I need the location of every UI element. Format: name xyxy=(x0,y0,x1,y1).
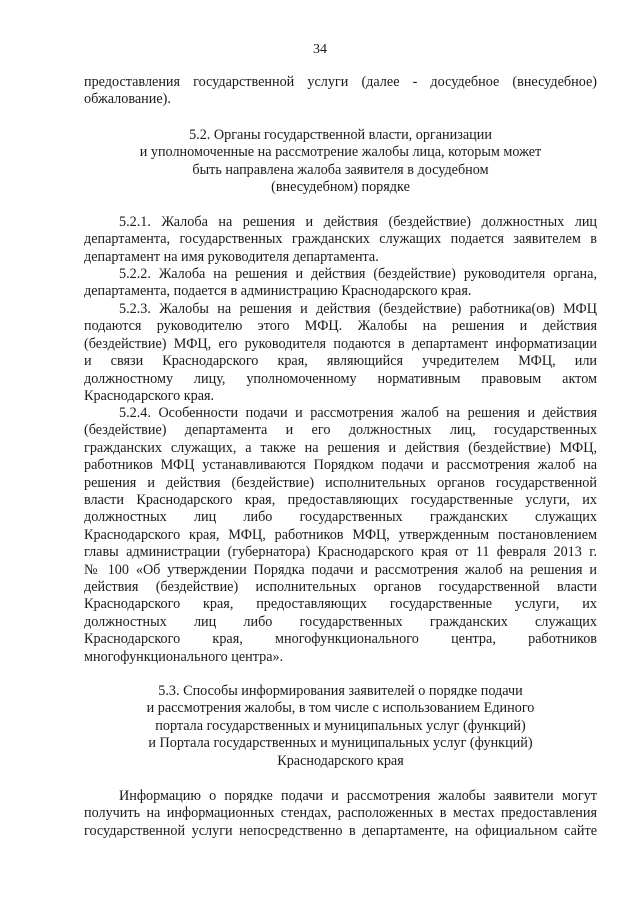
text-line: гражданских служащих, а также на решения и действия (бездействие) МФЦ, xyxy=(84,439,597,456)
text-line: предоставления государственной услуги (далее - досудебное (внесудебное) xyxy=(84,74,597,90)
text-line: Краснодарского края, многофункционального центра, работников xyxy=(84,631,597,648)
paragraph-5-2-1 xyxy=(84,214,597,266)
paragraph-5-2-3 xyxy=(84,301,597,405)
heading-line: (внесудебном) порядке xyxy=(271,179,410,196)
text-line: должностных лиц либо государственных гражданских служащих xyxy=(84,613,597,630)
heading-line: Краснодарского края xyxy=(277,752,404,769)
text-line: получить на информационных стендах, расположенных в местах предоставления xyxy=(84,805,597,822)
text-line: действия (бездействие) исполнительных органов государственной власти xyxy=(84,579,597,596)
text-line: 5.2.1. Жалоба на решения и действия (бездействие) должностных лиц xyxy=(119,214,597,230)
text-line: 5.2.2. Жалоба на решения и действия (бездействие) руководителя органа, xyxy=(119,266,597,282)
section-5-2-heading xyxy=(84,127,597,197)
text-line: № 100 «Об утверждении Порядка подачи и рассмотрения жалоб на решения и xyxy=(84,561,597,578)
text-line: и связи Краснодарского края, являющийся учредителем МФЦ, или xyxy=(84,353,597,370)
heading-line: и уполномоченные на рассмотрение жалобы лица, которым может xyxy=(139,144,542,161)
paragraph-5-3 xyxy=(84,788,597,840)
text-line: должностных лиц либо государственных гражданских служащих xyxy=(84,509,597,526)
intro-paragraph xyxy=(84,74,597,109)
text-line: Информацию о порядке подачи и рассмотрения жалобы заявители могут xyxy=(119,788,597,804)
text-line: (бездействие) департамента и его должностных лиц, государственных xyxy=(84,422,597,439)
text-line: власти Краснодарского края, предоставляющих государственные услуги, их xyxy=(84,492,597,509)
text-line: Краснодарского края. xyxy=(84,388,215,405)
heading-line: портала государственных и муниципальных услуг (функций) xyxy=(155,717,526,734)
text-line: решения и действия (бездействие) исполнительных органов государственной xyxy=(84,474,597,491)
section-5-3-heading xyxy=(84,683,597,770)
text-line: (бездействие) МФЦ, его руководителя подаются в департамент информатизации xyxy=(84,335,597,352)
text-line: 5.2.4. Особенности подачи и рассмотрения жалоб на решения и действия xyxy=(119,405,597,421)
text-line: работников МФЦ устанавливаются Порядком подачи и рассмотрения жалоб на xyxy=(84,457,597,474)
text-line: Краснодарского края, предоставляющих государственные услуги, их xyxy=(84,596,597,613)
text-line: главы администрации (губернатора) Краснодарского края от 11 февраля 2013 г. xyxy=(84,544,597,561)
text-line: 5.2.3. Жалобы на решения и действия (бездействие) работника(ов) МФЦ xyxy=(119,301,597,317)
text-line: подаются руководителю этого МФЦ. Жалобы на решения и действия xyxy=(84,318,597,335)
heading-line: и Портала государственных и муниципальных услуг (функций) xyxy=(148,735,533,752)
text-line: Краснодарского края, МФЦ, работников МФЦ, утвержденным постановлением xyxy=(84,526,597,543)
text-line: департамента, подается в администрацию Краснодарского края. xyxy=(84,283,472,300)
heading-line: и рассмотрения жалобы, в том числе с использованием Единого xyxy=(146,700,535,717)
paragraph-5-2-4 xyxy=(84,405,597,666)
paragraph-5-2-2 xyxy=(84,266,597,301)
text-line: департамент на имя руководителя департамента. xyxy=(84,248,379,265)
text-line: многофункционального центра». xyxy=(84,648,284,665)
heading-line: 5.3. Способы информирования заявителей о порядке подачи xyxy=(158,683,523,699)
text-line: должностному лицу, уполномоченному нормативным правовым актом xyxy=(84,370,597,387)
page-number: 34 xyxy=(313,42,327,57)
heading-line: 5.2. Органы государственной власти, организации xyxy=(189,127,492,143)
text-line: обжалование). xyxy=(84,91,171,108)
text-line: государственной услуги непосредственно в департаменте, на официальном сайте xyxy=(84,822,597,839)
heading-line: быть направлена жалоба заявителя в досудебном xyxy=(192,161,489,178)
text-line: департамента, государственных гражданских служащих подается заявителем в xyxy=(84,231,597,248)
